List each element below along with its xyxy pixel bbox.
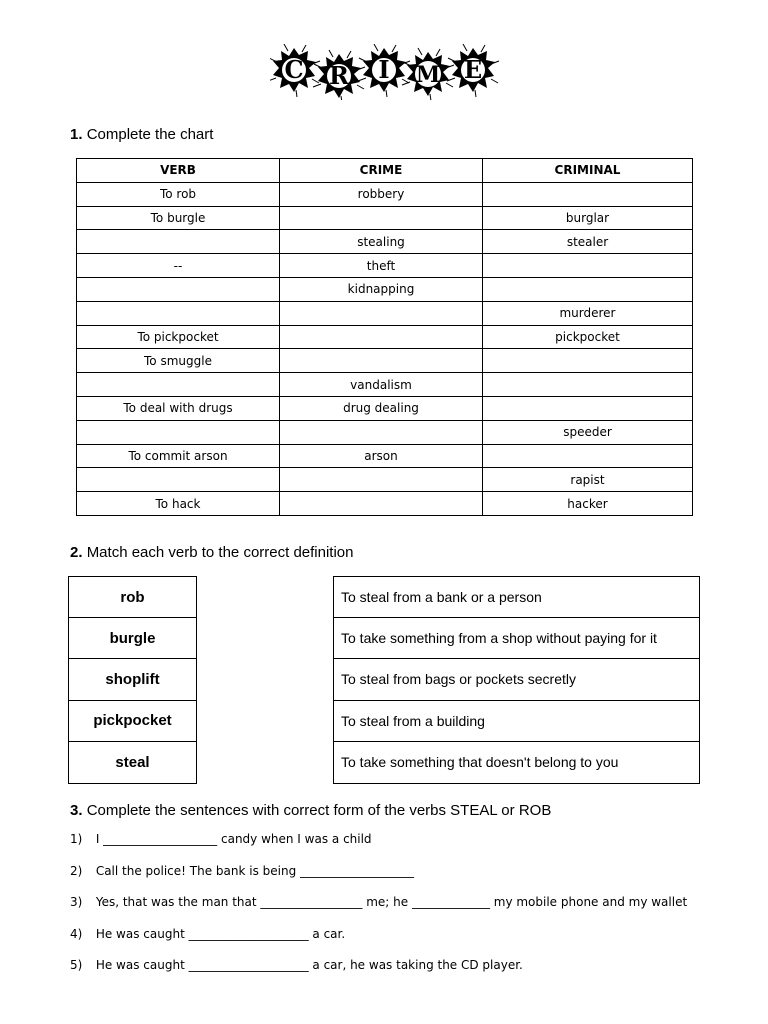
- header-criminal: CRIMINAL: [483, 159, 693, 183]
- verb-cell: [77, 468, 280, 492]
- chart-row: [77, 182, 693, 206]
- verb-cell: To pickpocket: [77, 325, 280, 349]
- criminal-cell: rapist: [483, 468, 693, 492]
- sentence-number: 1): [70, 832, 83, 846]
- crime-title-logo: [270, 44, 500, 100]
- sentence-number: 5): [70, 958, 83, 972]
- chart-row: [77, 301, 693, 325]
- crime-cell: theft: [280, 254, 483, 278]
- section-1-heading: [70, 126, 213, 143]
- match-definition: To steal from a building: [334, 701, 699, 742]
- crime-cell: drug dealing: [280, 396, 483, 420]
- match-verb: rob: [69, 577, 196, 618]
- crime-cell: [280, 325, 483, 349]
- criminal-cell: stealer: [483, 230, 693, 254]
- match-verb: pickpocket: [69, 701, 196, 742]
- criminal-cell: burglar: [483, 206, 693, 230]
- sentence-text: I ___________________ candy when I was a child: [95, 832, 372, 846]
- match-verb: shoplift: [69, 659, 196, 700]
- verb-cell: --: [77, 254, 280, 278]
- crime-cell: [280, 468, 483, 492]
- crime-cell: [280, 492, 483, 516]
- crime-cell: [280, 206, 483, 230]
- letter-badge-m: [402, 48, 454, 100]
- section-2-text: Match each verb to the correct definition: [86, 544, 354, 561]
- logo-letter: M: [415, 62, 441, 88]
- criminal-cell: speeder: [483, 420, 693, 444]
- section-3-heading: [70, 802, 551, 819]
- section-3-text: Complete the sentences with correct form of the verbs STEAL or ROB: [86, 802, 552, 819]
- criminal-cell: [483, 373, 693, 397]
- verb-cell: [77, 373, 280, 397]
- criminal-cell: hacker: [483, 492, 693, 516]
- sentence-number: 4): [70, 927, 83, 941]
- match-definition: To take something from a shop without paying for it: [334, 618, 699, 659]
- sentence-text: Call the police! The bank is being ___________________: [95, 864, 415, 878]
- section-1-number: 1.: [70, 126, 83, 143]
- verb-column: [68, 576, 197, 784]
- crime-cell: robbery: [280, 182, 483, 206]
- section-3-number: 3.: [70, 802, 83, 819]
- sentence-item: [70, 958, 523, 972]
- criminal-cell: murderer: [483, 301, 693, 325]
- chart-row: [77, 492, 693, 516]
- verb-cell: [77, 420, 280, 444]
- criminal-cell: [483, 254, 693, 278]
- chart-row: [77, 396, 693, 420]
- logo-letter: E: [463, 55, 483, 84]
- match-definition: To steal from a bank or a person: [334, 577, 699, 618]
- verb-cell: To rob: [77, 182, 280, 206]
- sentence-item: [70, 927, 345, 941]
- verb-cell: To hack: [77, 492, 280, 516]
- verb-cell: [77, 230, 280, 254]
- chart-row: [77, 206, 693, 230]
- criminal-cell: [483, 444, 693, 468]
- verb-cell: To smuggle: [77, 349, 280, 373]
- chart-row: [77, 349, 693, 373]
- letter-badge-e: [447, 44, 499, 97]
- section-2-heading: [70, 544, 354, 561]
- chart-row: [77, 230, 693, 254]
- verb-cell: To deal with drugs: [77, 396, 280, 420]
- verb-cell: [77, 277, 280, 301]
- chart-row: [77, 420, 693, 444]
- criminal-cell: [483, 277, 693, 301]
- letter-badge-c: [270, 44, 320, 97]
- chart-row: [77, 373, 693, 397]
- chart-row: [77, 325, 693, 349]
- verb-cell: To commit arson: [77, 444, 280, 468]
- criminal-cell: pickpocket: [483, 325, 693, 349]
- verb-cell: To burgle: [77, 206, 280, 230]
- logo-letter: C: [284, 55, 304, 84]
- match-definition: To take something that doesn't belong to you: [341, 754, 619, 771]
- verb-cell: [77, 301, 280, 325]
- crime-cell: stealing: [280, 230, 483, 254]
- sentence-item: [70, 864, 414, 878]
- section-2-number: 2.: [70, 544, 83, 561]
- sentence-number: 2): [70, 864, 83, 878]
- crime-cell: [280, 301, 483, 325]
- crime-chart-table: [76, 158, 693, 516]
- header-crime: CRIME: [280, 159, 483, 183]
- chart-row: [77, 254, 693, 278]
- criminal-cell: [483, 396, 693, 420]
- crime-cell: kidnapping: [280, 277, 483, 301]
- definition-column: [333, 576, 700, 784]
- chart-row: [77, 277, 693, 301]
- criminal-cell: [483, 182, 693, 206]
- crime-logo-graphic: [270, 44, 500, 100]
- chart-header-row: [77, 159, 693, 183]
- crime-cell: arson: [280, 444, 483, 468]
- logo-letter: R: [329, 61, 349, 90]
- chart-row: [77, 444, 693, 468]
- match-verb: steal: [115, 753, 150, 771]
- letter-badge-i: [358, 44, 410, 97]
- sentence-item: [70, 832, 372, 846]
- letter-badge-r: [313, 50, 365, 100]
- sentence-text: He was caught ____________________ a car, he was taking the CD player.: [95, 958, 523, 972]
- section-1-text: Complete the chart: [86, 126, 214, 143]
- sentence-number: 3): [70, 895, 83, 909]
- crime-cell: [280, 420, 483, 444]
- chart-row: [77, 468, 693, 492]
- criminal-cell: [483, 349, 693, 373]
- sentence-text: Yes, that was the man that _________________ me; he _____________ my mobile phone and my wallet: [95, 895, 688, 909]
- crime-cell: [280, 349, 483, 373]
- logo-letter: I: [378, 55, 390, 84]
- sentence-text: He was caught ____________________ a car.: [95, 927, 346, 941]
- match-verb: burgle: [69, 618, 196, 659]
- match-definition: To steal from bags or pockets secretly: [334, 659, 699, 700]
- sentence-item: [70, 895, 687, 909]
- crime-cell: vandalism: [280, 373, 483, 397]
- header-verb: VERB: [77, 159, 280, 183]
